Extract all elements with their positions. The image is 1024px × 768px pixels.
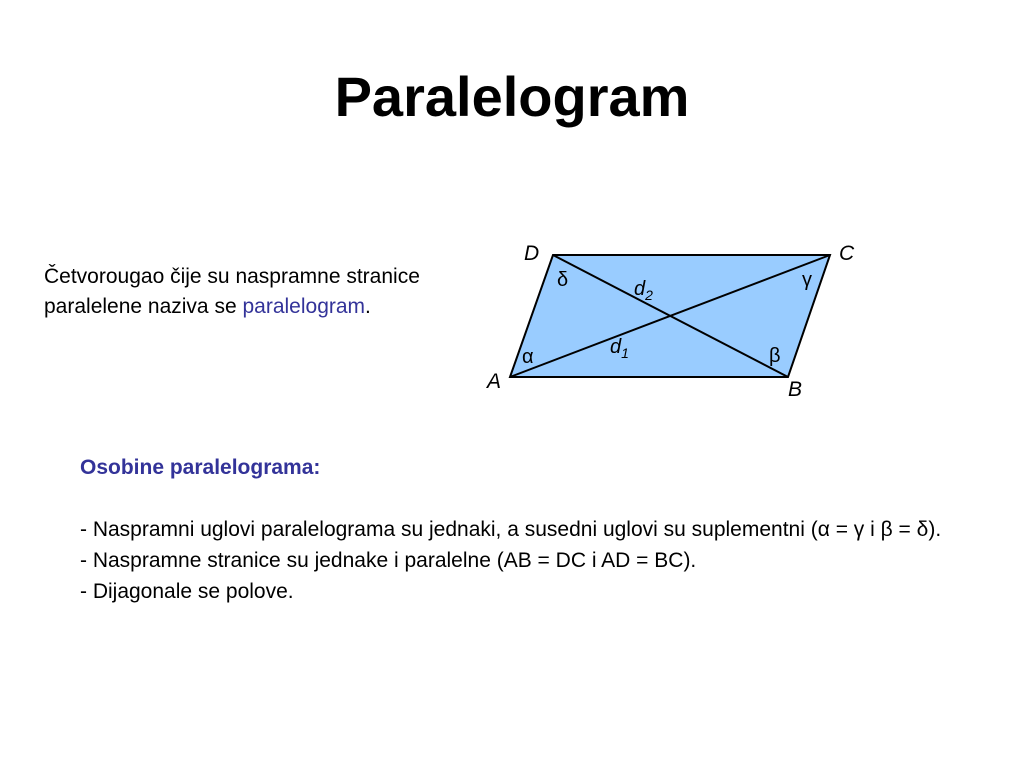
diagonal-label-d2-base: d	[634, 278, 646, 300]
definition-text	[44, 262, 434, 322]
angle-label-beta: β	[769, 345, 781, 367]
diagonal-label-d1-base: d	[610, 336, 622, 358]
vertex-label-c: C	[839, 242, 855, 265]
diagonal-label-d1-sub: 1	[621, 345, 629, 361]
parallelogram-figure	[470, 232, 870, 412]
definition-term: paralelogram	[242, 295, 366, 318]
vertex-label-a: A	[487, 370, 502, 393]
property-item-sides: - Naspramne stranice su jednake i paralelne (AB = DC i AD = BC).	[80, 549, 697, 572]
angle-label-alpha: α	[522, 346, 534, 368]
angle-label-gamma: γ	[802, 269, 812, 291]
property-item-angles: - Naspramni uglovi paralelograma su jednaki, a susedni uglovi su suplementni (α = γ i β = δ).	[80, 518, 942, 541]
property-item-diagonals: - Dijagonale se polove.	[80, 580, 294, 603]
diagonal-label-d2-sub: 2	[645, 287, 653, 303]
vertex-label-d: D	[524, 242, 540, 265]
definition-end: .	[365, 295, 371, 318]
definition-body: Četvorougao čije su naspramne stranice paralelene naziva se	[44, 265, 420, 318]
page-title: Paralelogram	[334, 65, 690, 128]
properties-section	[80, 452, 980, 607]
angle-label-delta: δ	[557, 269, 569, 291]
properties-heading: Osobine paralelograma:	[80, 456, 321, 479]
vertex-label-b: B	[788, 378, 803, 401]
